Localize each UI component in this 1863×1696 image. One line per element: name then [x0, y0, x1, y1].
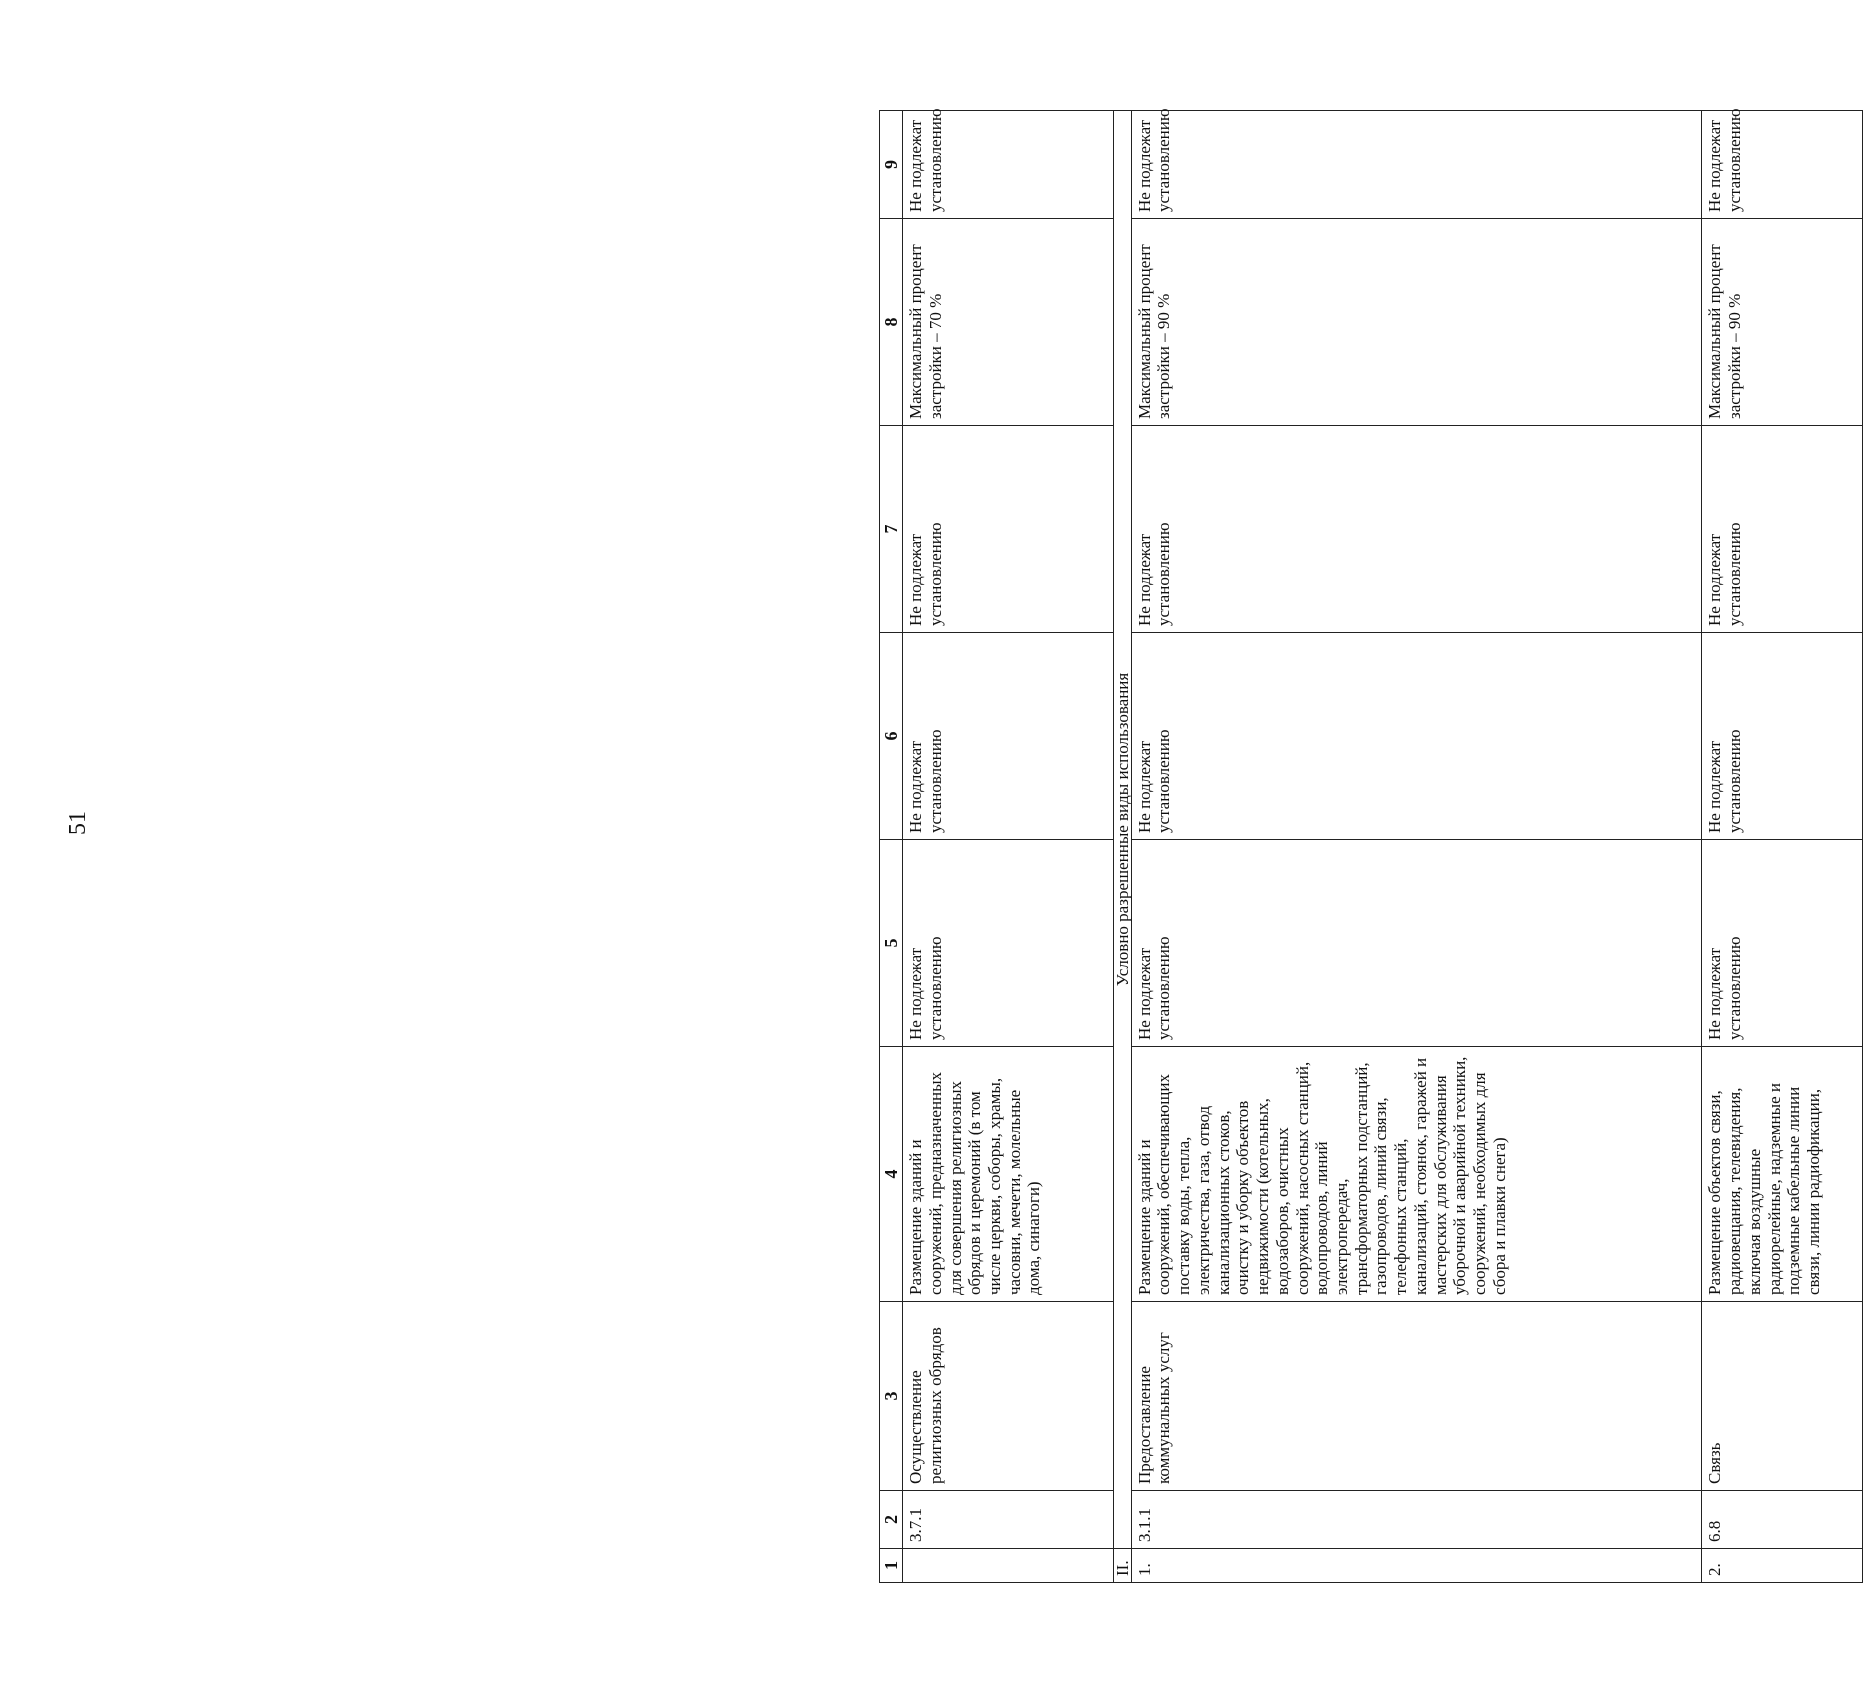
cell-col-8: Максимальный процент застройки – 90 %: [1131, 219, 1702, 426]
cell-col-5: Не подлежат установлению: [1131, 840, 1702, 1047]
table-row: [1702, 111, 1863, 1583]
cell-col-7: Не подлежат установлению: [903, 426, 1114, 633]
header-row: [880, 111, 903, 1583]
page-number: 51: [65, 811, 91, 835]
cell-use-description: Размещение зданий и сооружений, предназначенных для совершения религиозных обрядов и церемоний (в том числе церкви, соборы, храмы, часовни, мечети, молельные дома, синагоги): [903, 1047, 1114, 1302]
cell-use-name: Предоставление коммунальных услуг: [1131, 1302, 1702, 1491]
section-title: Условно разрешенные виды использования: [1113, 111, 1131, 1549]
cell-use-name: Осуществление религиозных обрядов: [903, 1302, 1114, 1491]
cell-col-6: Не подлежат установлению: [903, 633, 1114, 840]
cell-col-6: Не подлежат установлению: [1702, 633, 1863, 840]
cell-col-9: Не подлежат установлению: [1131, 111, 1702, 219]
cell-col-5: Не подлежат установлению: [1702, 840, 1863, 1047]
header-col-5: 5: [880, 840, 903, 1047]
cell-col-6: Не подлежат установлению: [1131, 633, 1702, 840]
header-col-3: 3: [880, 1302, 903, 1491]
cell-col-9: Не подлежат установлению: [903, 111, 1114, 219]
rotated-table-container: [879, 108, 1863, 1583]
header-col-7: 7: [880, 426, 903, 633]
header-col-8: 8: [880, 219, 903, 426]
cell-col-9: Не подлежат установлению: [1702, 111, 1863, 219]
zoning-table: [879, 110, 1863, 1583]
header-col-2: 2: [880, 1491, 903, 1549]
cell-use-description: Размещение объектов связи, радиовещания, телевидения, включая воздушные радиорелейные, надземные и подземные кабельные линии связи, линии радиофикации,: [1702, 1047, 1863, 1302]
cell-use-name: Связь: [1702, 1302, 1863, 1491]
header-col-4: 4: [880, 1047, 903, 1302]
cell-number: 2.: [1702, 1549, 1863, 1583]
section-number: II.: [1113, 1549, 1131, 1583]
cell-col-5: Не подлежат установлению: [903, 840, 1114, 1047]
cell-code: 3.7.1: [903, 1491, 1114, 1549]
cell-col-8: Максимальный процент застройки – 70 %: [903, 219, 1114, 426]
header-col-9: 9: [880, 111, 903, 219]
cell-number: 1.: [1131, 1549, 1702, 1583]
table-row: [1131, 111, 1702, 1583]
cell-col-8: Максимальный процент застройки – 90 %: [1702, 219, 1863, 426]
header-col-6: 6: [880, 633, 903, 840]
section-row: [1113, 111, 1131, 1583]
cell-code: 3.1.1: [1131, 1491, 1702, 1549]
cell-col-7: Не подлежат установлению: [1131, 426, 1702, 633]
cell-number: [903, 1549, 1114, 1583]
cell-col-7: Не подлежат установлению: [1702, 426, 1863, 633]
cell-use-description: Размещение зданий и сооружений, обеспечивающих поставку воды, тепла, электричества, газа, отвод канализационных стоков, очистку и уборку объектов недвижимости (котельных, водозаборов, очистных сооружений, насосных станций, водопроводов, линий электропередач, трансформаторных подстанций, газопроводов, линий связи, телефонных станций, канализаций, стоянок, гаражей и мастерских для обслуживания уборочной и аварийной техники, сооружений, необходимых для сбора и плавки снега): [1131, 1047, 1702, 1302]
table-row: [903, 111, 1114, 1583]
header-col-1: 1: [880, 1549, 903, 1583]
cell-code: 6.8: [1702, 1491, 1863, 1549]
